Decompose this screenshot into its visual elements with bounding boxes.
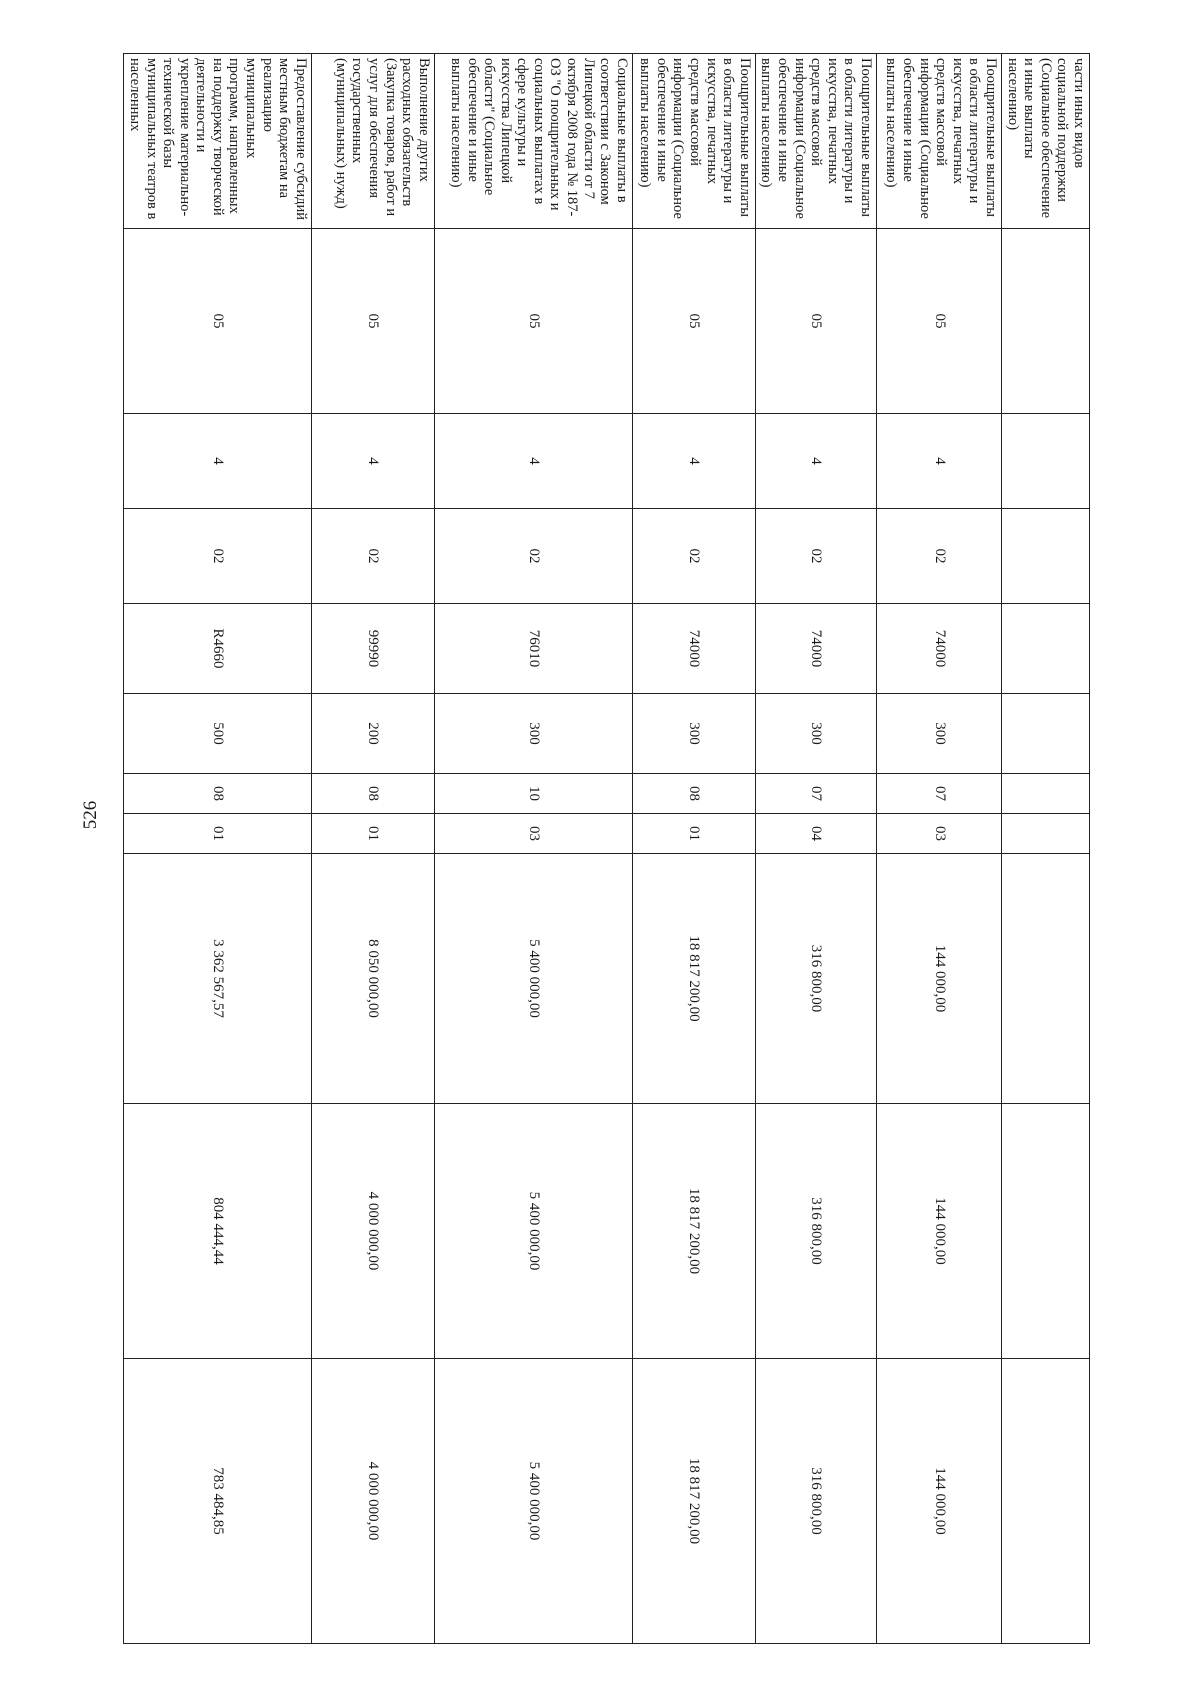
code-direction: R4660 — [124, 604, 312, 694]
code-subprogram — [1002, 509, 1090, 604]
code-direction — [1002, 604, 1090, 694]
amount-year-1 — [1002, 854, 1090, 1104]
code-chapter: 07 — [755, 774, 876, 814]
amount-year-2: 804 444,44 — [124, 1104, 312, 1359]
amount-year-1: 8 050 000,00 — [311, 854, 434, 1104]
budget-table — [123, 53, 1090, 1644]
code-direction: 99990 — [311, 604, 434, 694]
code-subsection: 01 — [632, 814, 755, 854]
code-subprogram: 02 — [755, 509, 876, 604]
code-direction: 74000 — [755, 604, 876, 694]
amount-year-1: 5 400 000,00 — [434, 854, 632, 1104]
row-name: Социальные выплаты в соответствии с Законом Липецкой области от 7 октября 2008 года № 187-ОЗ "О поощрительных и социальных выплатах в сфере культуры и искусства Липецкой области" (Социальное обеспечение и иные выплаты населению) — [434, 54, 632, 229]
code-direction: 76010 — [434, 604, 632, 694]
amount-year-2: 5 400 000,00 — [434, 1104, 632, 1359]
amount-year-3: 5 400 000,00 — [434, 1359, 632, 1644]
code-subprogram: 02 — [434, 509, 632, 604]
code-subsection: 04 — [755, 814, 876, 854]
table-row — [632, 54, 755, 1644]
code-subsection — [1002, 814, 1090, 854]
amount-year-2: 144 000,00 — [877, 1104, 1002, 1359]
row-name: Поощрительные выплаты в области литературы и искусства, печатных средств массовой информации (Социальное обеспечение и иные выплаты населению) — [755, 54, 876, 229]
page-number: 526 — [80, 800, 101, 830]
code-program: 4 — [755, 414, 876, 509]
code-program: 4 — [877, 414, 1002, 509]
row-name: Выполнение других расходных обязательств (Закупка товаров, работ и услуг для обеспечения государственных (муниципальных) нужд) — [311, 54, 434, 229]
code-chapter: 10 — [434, 774, 632, 814]
code-subsection: 03 — [877, 814, 1002, 854]
amount-year-3: 144 000,00 — [877, 1359, 1002, 1644]
code-expense-type: 300 — [877, 694, 1002, 774]
code-section: 05 — [632, 229, 755, 414]
table-row — [124, 54, 312, 1644]
code-section: 05 — [124, 229, 312, 414]
code-chapter: 08 — [124, 774, 312, 814]
code-subsection: 01 — [311, 814, 434, 854]
code-subprogram: 02 — [124, 509, 312, 604]
code-section: 05 — [755, 229, 876, 414]
amount-year-3: 4 000 000,00 — [311, 1359, 434, 1644]
code-expense-type — [1002, 694, 1090, 774]
row-name: Поощрительные выплаты в области литературы и искусства, печатных средств массовой информации (Социальное обеспечение и иные выплаты населению) — [877, 54, 1002, 229]
amount-year-1: 144 000,00 — [877, 854, 1002, 1104]
code-subprogram: 02 — [311, 509, 434, 604]
code-program: 4 — [632, 414, 755, 509]
amount-year-3: 18 817 200,00 — [632, 1359, 755, 1644]
code-expense-type: 200 — [311, 694, 434, 774]
code-chapter: 08 — [311, 774, 434, 814]
code-section — [1002, 229, 1090, 414]
amount-year-3 — [1002, 1359, 1090, 1644]
amount-year-3: 316 800,00 — [755, 1359, 876, 1644]
code-subprogram: 02 — [632, 509, 755, 604]
code-subsection: 01 — [124, 814, 312, 854]
code-subprogram: 02 — [877, 509, 1002, 604]
amount-year-3: 783 484,85 — [124, 1359, 312, 1644]
row-name: Предоставление субсидий местным бюджетам на реализацию муниципальных программ, направленных на поддержку творческой деятельности и укрепление материально-технической базы муниципальных театров в населенных — [124, 54, 312, 229]
code-direction: 74000 — [877, 604, 1002, 694]
row-name: части иных видов социальной поддержки (Социальное обеспечение и иные выплаты населению) — [1002, 54, 1090, 229]
code-expense-type: 300 — [755, 694, 876, 774]
amount-year-2: 316 800,00 — [755, 1104, 876, 1359]
code-chapter: 08 — [632, 774, 755, 814]
row-name: Поощрительные выплаты в области литературы и искусства, печатных средств массовой информации (Социальное обеспечение и иные выплаты населению) — [632, 54, 755, 229]
code-expense-type: 300 — [434, 694, 632, 774]
table-row — [434, 54, 632, 1644]
table-row — [755, 54, 876, 1644]
table-row — [1002, 54, 1090, 1644]
code-program — [1002, 414, 1090, 509]
code-section: 05 — [434, 229, 632, 414]
amount-year-1: 18 817 200,00 — [632, 854, 755, 1104]
amount-year-2: 4 000 000,00 — [311, 1104, 434, 1359]
amount-year-2 — [1002, 1104, 1090, 1359]
code-section: 05 — [877, 229, 1002, 414]
code-chapter — [1002, 774, 1090, 814]
code-expense-type: 300 — [632, 694, 755, 774]
table-row — [877, 54, 1002, 1644]
code-program: 4 — [434, 414, 632, 509]
amount-year-1: 316 800,00 — [755, 854, 876, 1104]
code-expense-type: 500 — [124, 694, 312, 774]
amount-year-1: 3 362 567,57 — [124, 854, 312, 1104]
table-row — [311, 54, 434, 1644]
code-program: 4 — [124, 414, 312, 509]
code-chapter: 07 — [877, 774, 1002, 814]
code-program: 4 — [311, 414, 434, 509]
code-direction: 74000 — [632, 604, 755, 694]
code-subsection: 03 — [434, 814, 632, 854]
code-section: 05 — [311, 229, 434, 414]
amount-year-2: 18 817 200,00 — [632, 1104, 755, 1359]
